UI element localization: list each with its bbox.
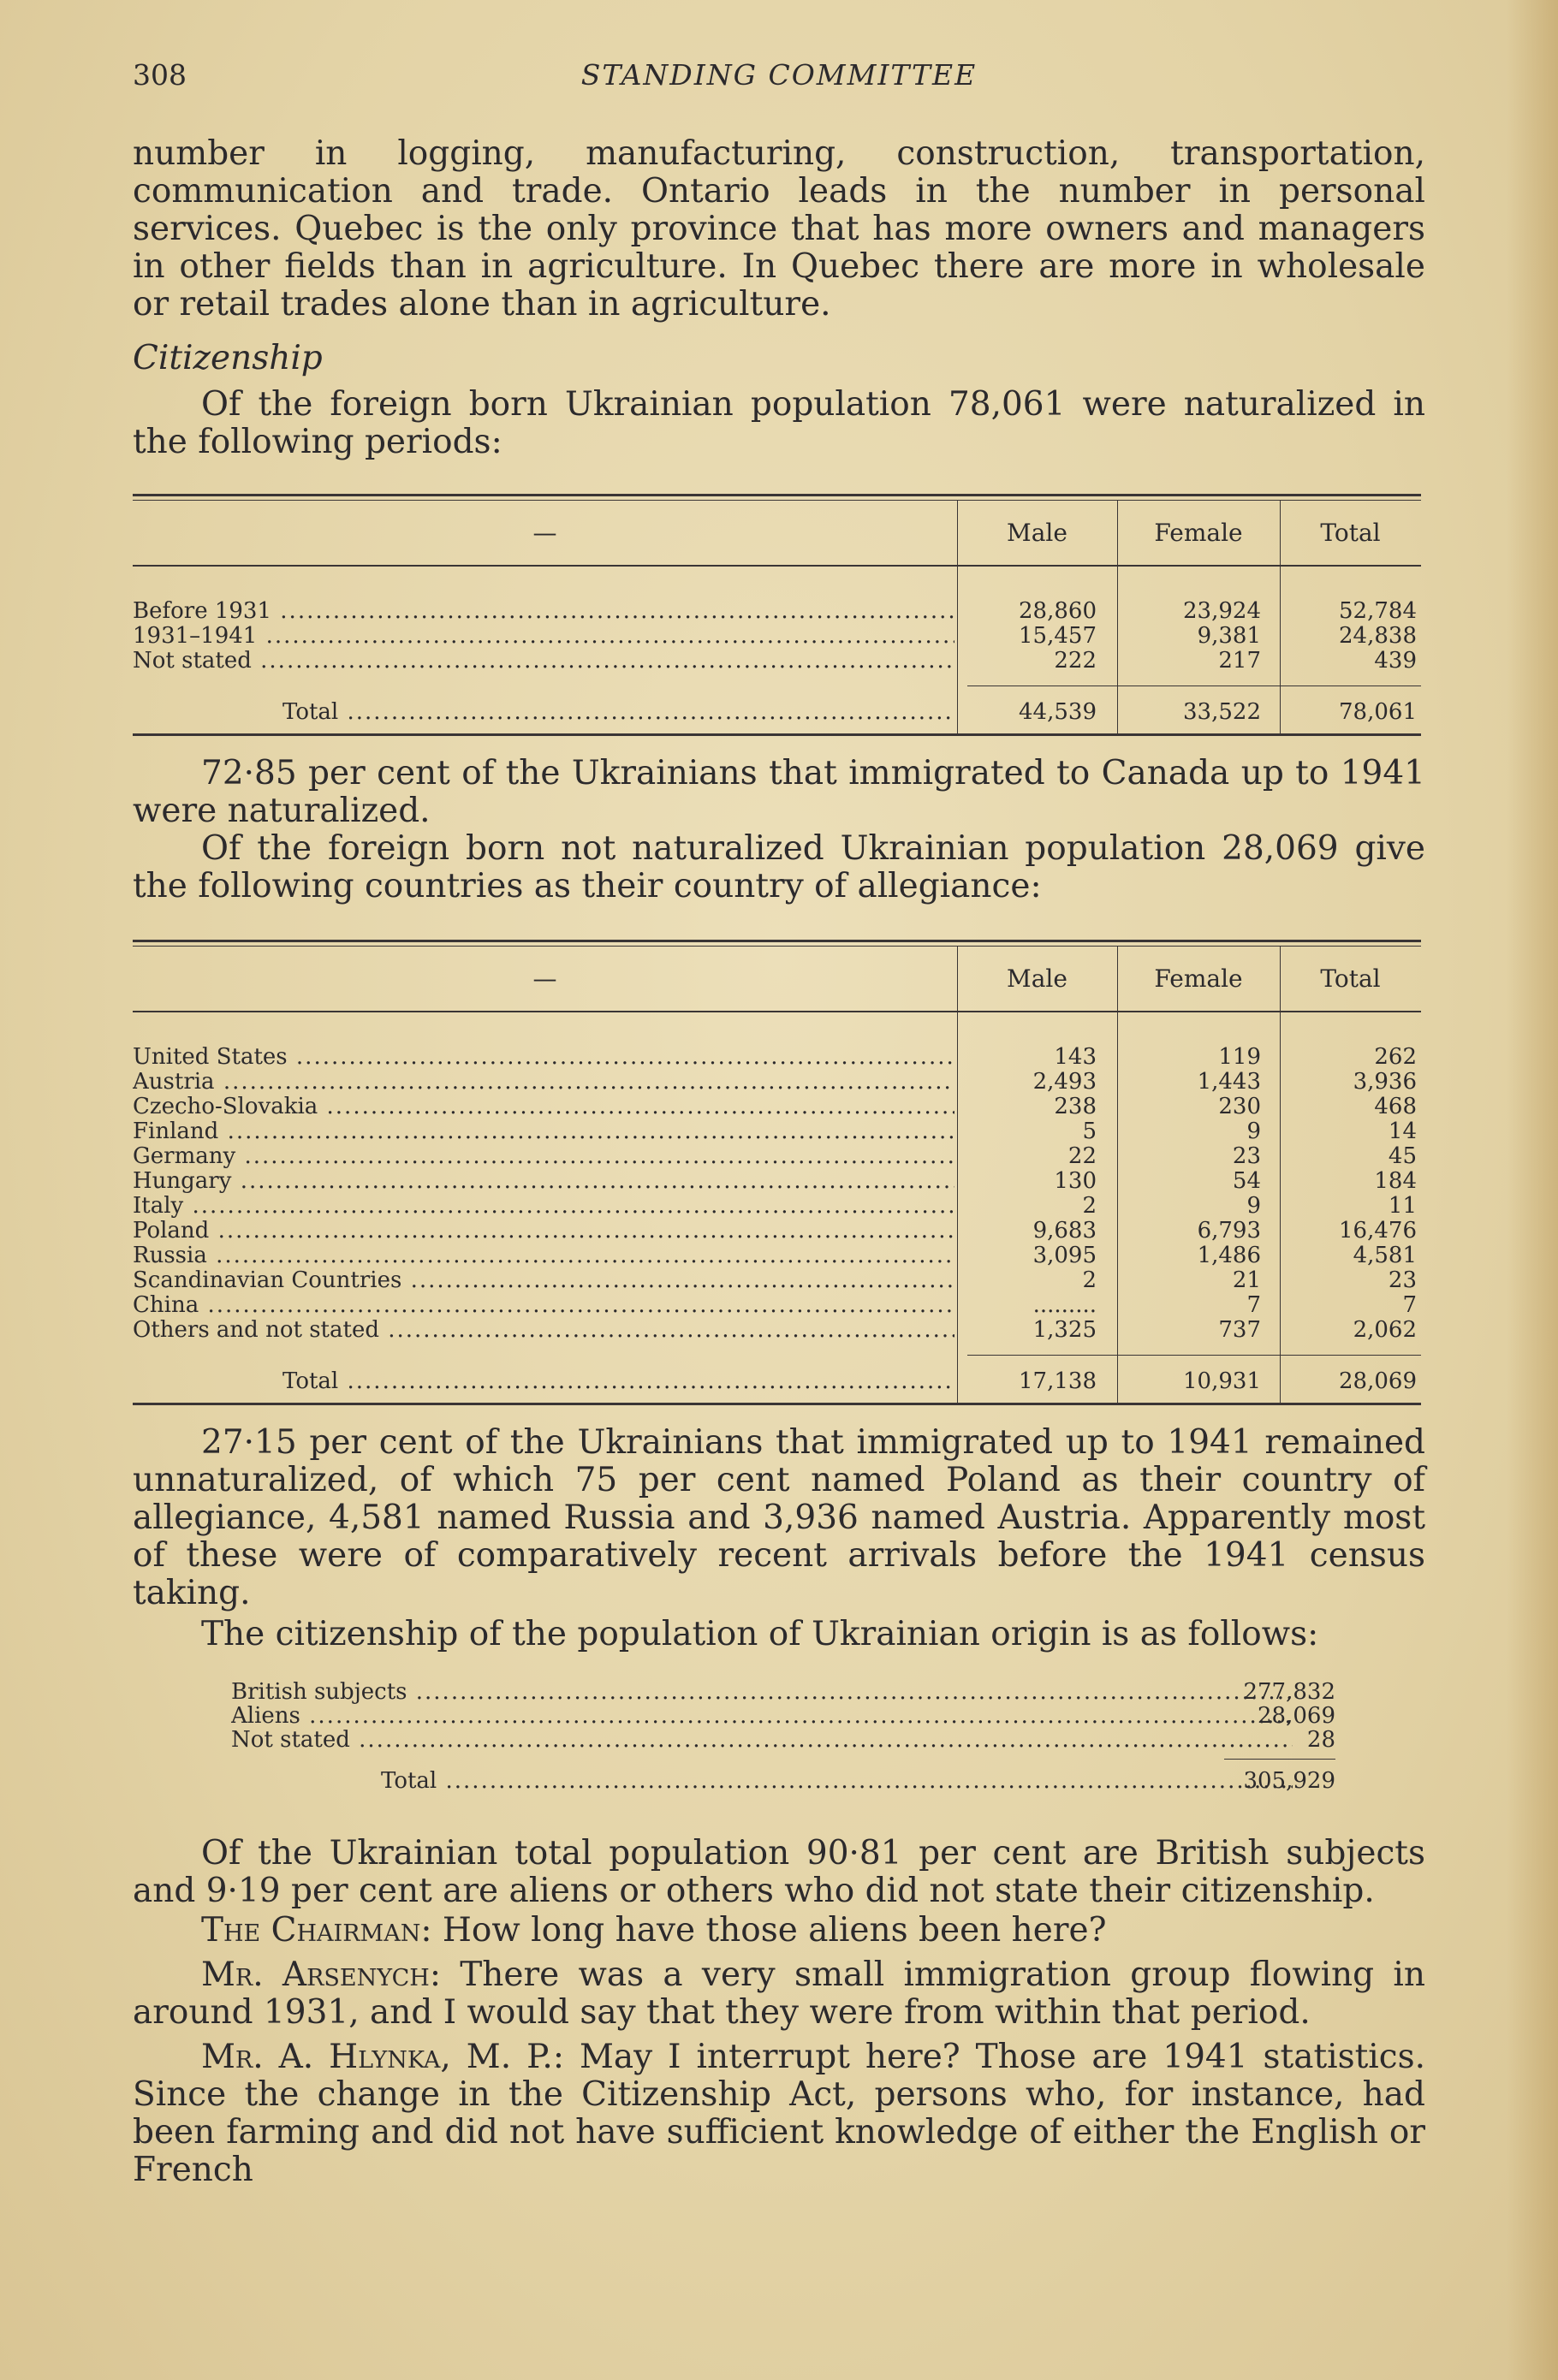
cell-male: 15,457 xyxy=(1019,623,1097,649)
speaker-name: Mr. A. Hlynka, M. P. xyxy=(201,2038,553,2076)
table-top-rule xyxy=(133,940,1421,947)
cell-male: 9,683 xyxy=(1032,1218,1097,1243)
citizenship-intro-paragraph: The citizenship of the population of Ukrainian origin is as follows: xyxy=(201,1615,1319,1653)
header-stub: — xyxy=(532,964,557,993)
cell-male: 222 xyxy=(1054,648,1097,674)
cell-male: 130 xyxy=(1054,1168,1097,1194)
row-label: Not stated ..... xyxy=(133,649,954,674)
cell-total: 11 xyxy=(1388,1193,1417,1219)
unnaturalized-paragraph: 27·15 per cent of the Ukrainians that immigrated up to 1941 remained unnaturalized, of which 75 per cent named Poland as their country of allegiance, 4,581 named Russia and 3,936 named Austria. Apparently most of these were of comparatively recent arrivals before the 1941 census taking. xyxy=(133,1423,1425,1612)
total-label: Total ..... xyxy=(282,1360,954,1403)
row-label: Germany ..... xyxy=(133,1144,954,1169)
table-row xyxy=(133,1318,1421,1343)
total-male: 17,138 xyxy=(1019,1368,1097,1394)
cell-total: 52,784 xyxy=(1339,598,1417,624)
dialogue-arsenych: Mr. Arsenych: There was a very small immigration group flowing in around 1931, and I would say that they were from within that period. xyxy=(133,1956,1425,2032)
total-percent-paragraph: Of the Ukrainian total population 90·81 per cent are British subjects and 9·19 per cent are aliens or others who did not state their citizenship. xyxy=(133,1834,1425,1910)
table-row xyxy=(231,1727,1335,1753)
table-row xyxy=(133,624,1421,649)
row-label: Poland ..... xyxy=(133,1219,954,1243)
cell-female: 23 xyxy=(1232,1143,1261,1169)
header-female: Female xyxy=(1154,964,1243,993)
cell-total: 262 xyxy=(1374,1044,1417,1070)
row-value: 28 xyxy=(1306,1727,1335,1753)
table-header-row xyxy=(133,501,1421,567)
total-female: 10,931 xyxy=(1183,1368,1261,1394)
cell-female: 217 xyxy=(1218,648,1261,674)
table-row xyxy=(133,1095,1421,1119)
speaker-name: The Chairman xyxy=(201,1911,421,1950)
table-bottom-rule xyxy=(133,1403,1421,1405)
cell-female: 230 xyxy=(1218,1094,1261,1119)
row-label: China ..... xyxy=(133,1293,954,1318)
cell-female: 119 xyxy=(1218,1044,1261,1070)
table-body xyxy=(133,567,1421,733)
cell-female: 737 xyxy=(1218,1317,1261,1343)
cell-male: 2 xyxy=(1082,1193,1097,1219)
speaker-name: Mr. Arsenych xyxy=(201,1956,430,1994)
cell-total: 16,476 xyxy=(1339,1218,1417,1243)
table-row xyxy=(133,1070,1421,1095)
naturalization-periods-table xyxy=(133,494,1421,736)
row-label: British subjects ..... xyxy=(231,1679,1293,1705)
row-label: Scandinavian Countries ..... xyxy=(133,1268,954,1293)
naturalized-intro-paragraph: Of the foreign born Ukrainian population 78,061 were naturalized in the following periods: xyxy=(133,385,1425,461)
table-row xyxy=(133,1293,1421,1318)
header-female: Female xyxy=(1154,519,1243,547)
cell-total: 23 xyxy=(1388,1267,1417,1293)
row-label: United States ..... xyxy=(133,1045,954,1070)
cell-female: 21 xyxy=(1232,1267,1261,1293)
dialogue-chairman: The Chairman: How long have those aliens been here? xyxy=(201,1911,1107,1950)
row-label: Finland ..... xyxy=(133,1119,954,1144)
header-total: Total xyxy=(1320,519,1381,547)
document-page xyxy=(133,51,1425,2189)
cell-male: 28,860 xyxy=(1019,598,1097,624)
table-row xyxy=(133,1119,1421,1144)
running-head: STANDING COMMITTEE xyxy=(580,58,978,92)
table-top-rule xyxy=(133,494,1421,501)
row-label: Hungary ..... xyxy=(133,1169,954,1194)
speech-text: May I interrupt here? Those are 1941 statistics. Since the change in the Citizenship Act, persons who, for instance, had been farming and did not have sufficient knowledge of either the English or French xyxy=(133,2038,1426,2189)
page-header xyxy=(133,51,1425,94)
intro-paragraph: number in logging, manufacturing, construction, transportation, communication and trade. Ontario leads in the number in personal services. Quebec is the only province that has more owners and managers in other fields than in agriculture. In Quebec there are more in wholesale or retail trades alone than in agriculture. xyxy=(133,134,1425,323)
cell-total: 4,581 xyxy=(1353,1243,1417,1268)
speech-text: How long have those aliens been here? xyxy=(442,1911,1107,1950)
total-male: 44,539 xyxy=(1019,699,1097,725)
cell-female: 23,924 xyxy=(1183,598,1261,624)
table-header-row xyxy=(133,947,1421,1012)
table-bottom-rule xyxy=(133,733,1421,736)
dialogue-hlynka: Mr. A. Hlynka, M. P.: May I interrupt here? Those are 1941 statistics. Since the change in the Citizenship Act, persons who, for instance, had been farming and did not have sufficient knowledge of either the English or French xyxy=(133,2038,1426,2189)
citizenship-table xyxy=(133,1669,1425,1806)
table-row xyxy=(133,1045,1421,1070)
page-number: 308 xyxy=(133,58,187,92)
naturalized-percent-paragraph: 72·85 per cent of the Ukrainians that immigrated to Canada up to 1941 were naturalized. xyxy=(133,754,1425,830)
cell-total: 3,936 xyxy=(1353,1069,1417,1095)
total-female: 33,522 xyxy=(1183,699,1261,725)
cell-male: 143 xyxy=(1054,1044,1097,1070)
cell-total: 45 xyxy=(1388,1143,1417,1169)
table-row xyxy=(133,1268,1421,1293)
cell-female: 9 xyxy=(1246,1193,1261,1219)
row-label: 1931–1941 ..... xyxy=(133,624,954,649)
cell-male: 22 xyxy=(1067,1143,1097,1169)
table-total-row xyxy=(381,1768,1335,1794)
header-total: Total xyxy=(1320,964,1381,993)
row-label: Austria ..... xyxy=(133,1070,954,1095)
table-row xyxy=(133,1144,1421,1169)
table-row xyxy=(133,1243,1421,1268)
not-naturalized-paragraph: Of the foreign born not naturalized Ukrainian population 28,069 give the following countries as their country of allegiance: xyxy=(133,829,1425,905)
header-male: Male xyxy=(1007,964,1067,993)
cell-male: 3,095 xyxy=(1032,1243,1097,1268)
cell-female: 9,381 xyxy=(1197,623,1261,649)
cell-total: 24,838 xyxy=(1339,623,1417,649)
row-label: Italy ..... xyxy=(133,1194,954,1219)
total-total: 78,061 xyxy=(1339,699,1417,725)
cell-male: 1,325 xyxy=(1032,1317,1097,1343)
cell-female: 1,443 xyxy=(1197,1069,1261,1095)
cell-total: 184 xyxy=(1374,1168,1417,1194)
row-label: Russia ..... xyxy=(133,1243,954,1268)
table-row xyxy=(133,599,1421,624)
speech-text: There was a very small immigration group flowing in around 1931, and I would say that they were from within that period. xyxy=(133,1956,1425,2032)
row-label: Czecho-Slovakia ..... xyxy=(133,1095,954,1119)
row-label: Not stated ..... xyxy=(231,1727,1293,1753)
total-label: Total ..... xyxy=(381,1768,1293,1794)
cell-female: 54 xyxy=(1232,1168,1261,1194)
cell-male: 238 xyxy=(1054,1094,1097,1119)
table-row xyxy=(133,1194,1421,1219)
total-value: 305,929 xyxy=(1243,1768,1335,1794)
table-total-row xyxy=(133,691,1421,733)
row-value: 28,069 xyxy=(1258,1703,1335,1729)
cell-female: 6,793 xyxy=(1197,1218,1261,1243)
cell-male: 2,493 xyxy=(1032,1069,1097,1095)
table-body xyxy=(133,1012,1421,1403)
cell-male: 5 xyxy=(1082,1119,1097,1144)
total-rule xyxy=(967,1355,1421,1356)
page-edge-shading xyxy=(1507,0,1558,2380)
total-label: Total ..... xyxy=(282,691,954,733)
table-row xyxy=(231,1703,1335,1729)
cell-female: 9 xyxy=(1246,1119,1261,1144)
cell-total: 7 xyxy=(1402,1292,1417,1318)
table-row xyxy=(231,1679,1335,1705)
cell-total: 439 xyxy=(1374,648,1417,674)
section-heading-citizenship: Citizenship xyxy=(133,339,323,377)
row-label: Aliens ..... xyxy=(231,1703,1293,1729)
total-rule xyxy=(1224,1759,1335,1760)
row-label: Before 1931 ..... xyxy=(133,599,954,624)
cell-total: 468 xyxy=(1374,1094,1417,1119)
cell-total: 14 xyxy=(1388,1119,1417,1144)
header-stub: — xyxy=(532,519,557,547)
cell-male: 2 xyxy=(1082,1267,1097,1293)
row-value: 277,832 xyxy=(1243,1679,1335,1705)
allegiance-countries-table xyxy=(133,940,1421,1405)
cell-female: 1,486 xyxy=(1197,1243,1261,1268)
total-total: 28,069 xyxy=(1339,1368,1417,1394)
table-row xyxy=(133,1169,1421,1194)
header-male: Male xyxy=(1007,519,1067,547)
cell-total: 2,062 xyxy=(1353,1317,1417,1343)
cell-female: 7 xyxy=(1246,1292,1261,1318)
row-label: Others and not stated ..... xyxy=(133,1318,954,1343)
table-total-row xyxy=(133,1360,1421,1403)
cell-male: ......... xyxy=(1032,1292,1097,1318)
table-row xyxy=(133,1219,1421,1243)
table-row xyxy=(133,649,1421,674)
